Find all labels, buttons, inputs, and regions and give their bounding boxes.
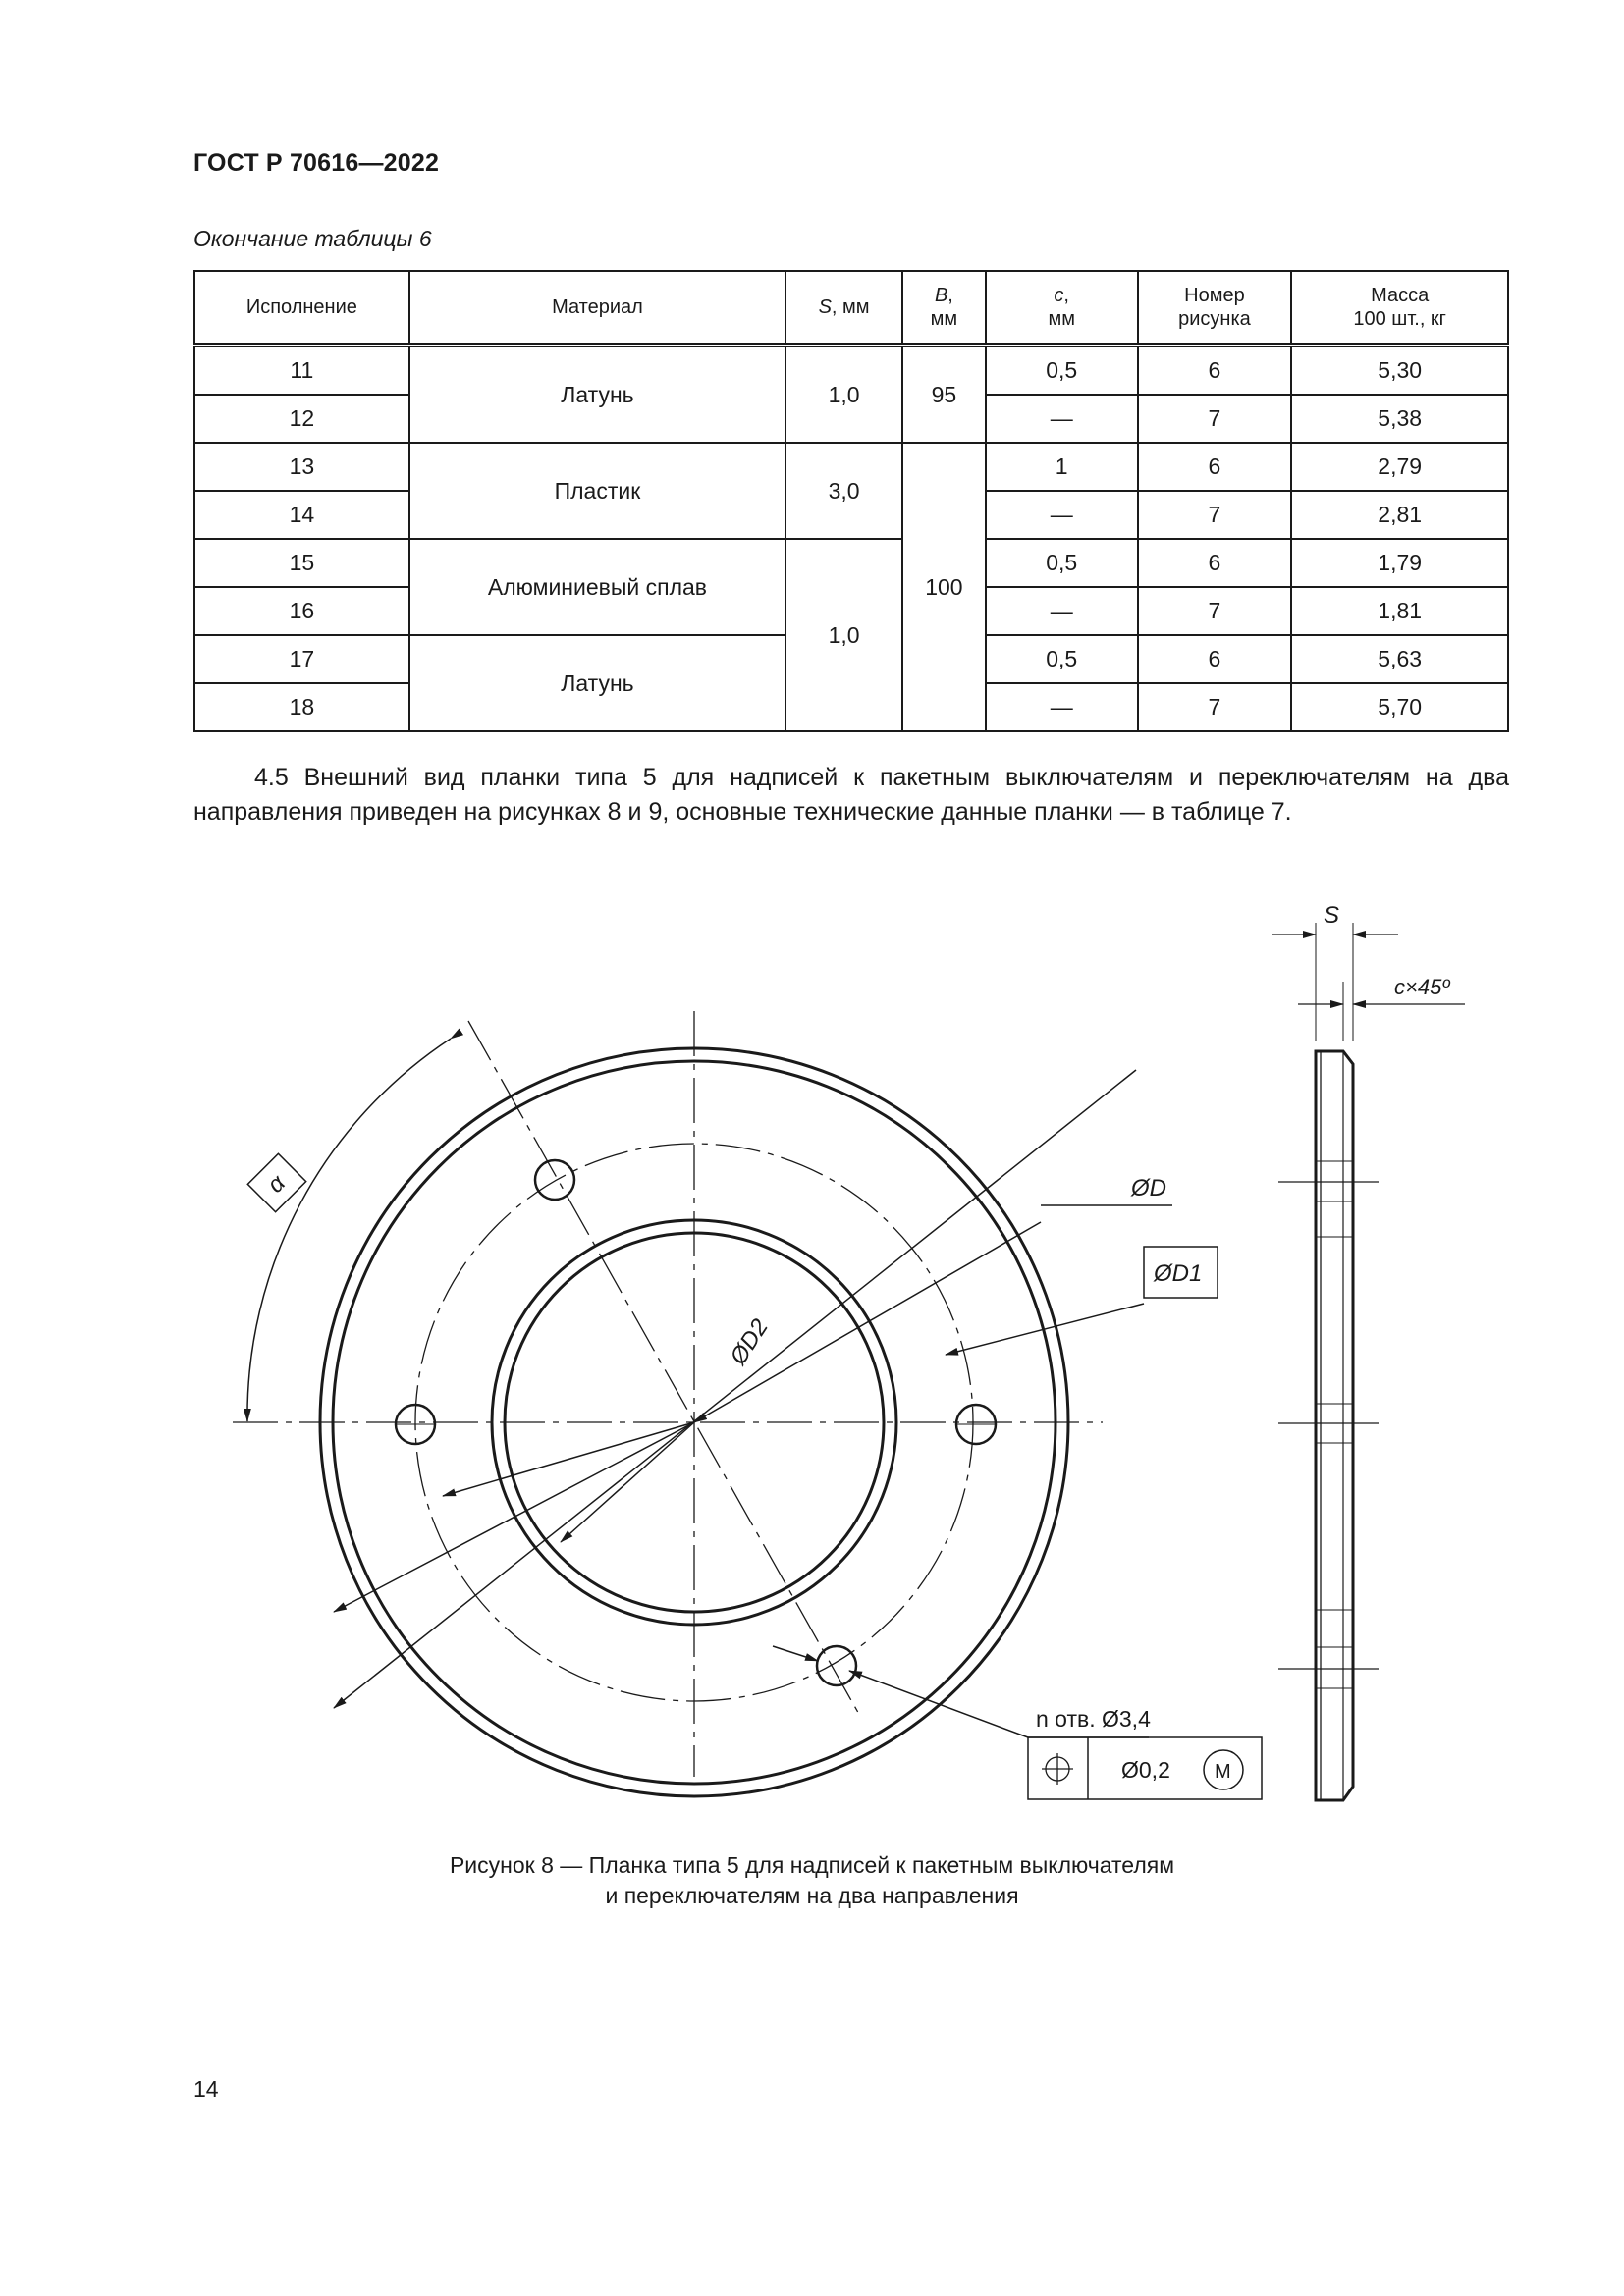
cell-s: 1,0 [785, 539, 902, 731]
cell-fig: 6 [1138, 443, 1292, 491]
cell-c: 0,5 [986, 635, 1138, 683]
table-6 [193, 270, 1509, 732]
label-d1: ØD1 [1154, 1260, 1203, 1287]
washer-side-view [1272, 923, 1465, 1800]
cell-mass: 5,30 [1291, 346, 1508, 396]
cell-fig: 7 [1138, 683, 1292, 731]
label-chamfer: c×45º [1394, 975, 1450, 999]
figure-8-drawing [0, 864, 1624, 1845]
cell-mass: 2,79 [1291, 443, 1508, 491]
cell-fig: 7 [1138, 587, 1292, 635]
cell-mass: 1,81 [1291, 587, 1508, 635]
label-s: S [1324, 902, 1340, 929]
label-alpha: α [262, 1169, 291, 1199]
col-header-s: S, мм [785, 271, 902, 346]
cell-mass: 1,79 [1291, 539, 1508, 587]
washer-front-view [233, 1011, 1144, 1796]
body-paragraph: 4.5 Внешний вид планки типа 5 для надписей к пакетным выключателям и переключателям на два направления приведен на рисунках 8 и 9, основные технические данные планки — в таблице 7. [193, 764, 1509, 826]
cell-isp: 17 [194, 635, 409, 683]
cell-isp: 13 [194, 443, 409, 491]
cell-material: Пластик [409, 443, 785, 539]
col-header-material: Материал [409, 271, 785, 346]
cell-c: — [986, 395, 1138, 443]
table-row [194, 443, 1508, 491]
cell-material: Латунь [409, 635, 785, 731]
cell-fig: 6 [1138, 346, 1292, 396]
table-row [194, 346, 1508, 396]
cell-b: 95 [902, 346, 986, 444]
page-number: 14 [193, 2076, 219, 2102]
col-header-b: B, мм [902, 271, 986, 346]
cell-c: — [986, 683, 1138, 731]
cell-isp: 18 [194, 683, 409, 731]
cell-material: Алюминиевый сплав [409, 539, 785, 635]
cell-isp: 15 [194, 539, 409, 587]
label-d: ØD [1131, 1175, 1166, 1201]
table-caption: Окончание таблицы 6 [193, 226, 432, 251]
cell-isp: 16 [194, 587, 409, 635]
table-row [194, 539, 1508, 587]
label-tolerance: Ø0,2 [1121, 1757, 1170, 1783]
cell-fig: 6 [1138, 539, 1292, 587]
cell-c: 0,5 [986, 346, 1138, 396]
cell-material: Латунь [409, 346, 785, 444]
cell-isp: 12 [194, 395, 409, 443]
cell-c: 1 [986, 443, 1138, 491]
cell-b: 100 [902, 443, 986, 731]
col-header-c: c, мм [986, 271, 1138, 346]
label-holes: n отв. Ø3,4 [1036, 1706, 1151, 1732]
table-header-row [194, 271, 1508, 346]
cell-mass: 5,63 [1291, 635, 1508, 683]
tolerance-frame [1028, 1737, 1262, 1799]
cell-fig: 6 [1138, 635, 1292, 683]
cell-mass: 5,38 [1291, 395, 1508, 443]
cell-c: — [986, 587, 1138, 635]
col-header-ispolnenie: Исполнение [194, 271, 409, 346]
document-header: ГОСТ Р 70616—2022 [193, 149, 440, 177]
label-d2: ØD2 [725, 1314, 774, 1370]
cell-c: — [986, 491, 1138, 539]
cell-isp: 14 [194, 491, 409, 539]
cell-mass: 2,81 [1291, 491, 1508, 539]
cell-s: 3,0 [785, 443, 902, 539]
figure-caption: Рисунок 8 — Планка типа 5 для надписей к пакетным выключателям и переключателям на два направления [449, 1852, 1175, 1908]
cell-mass: 5,70 [1291, 683, 1508, 731]
cell-c: 0,5 [986, 539, 1138, 587]
col-header-massa: Масса 100 шт., кг [1291, 271, 1508, 346]
col-header-nomer: Номер рисунка [1138, 271, 1292, 346]
cell-fig: 7 [1138, 491, 1292, 539]
cell-fig: 7 [1138, 395, 1292, 443]
cell-s: 1,0 [785, 346, 902, 444]
label-modifier: M [1215, 1761, 1231, 1783]
cell-isp: 11 [194, 346, 409, 396]
